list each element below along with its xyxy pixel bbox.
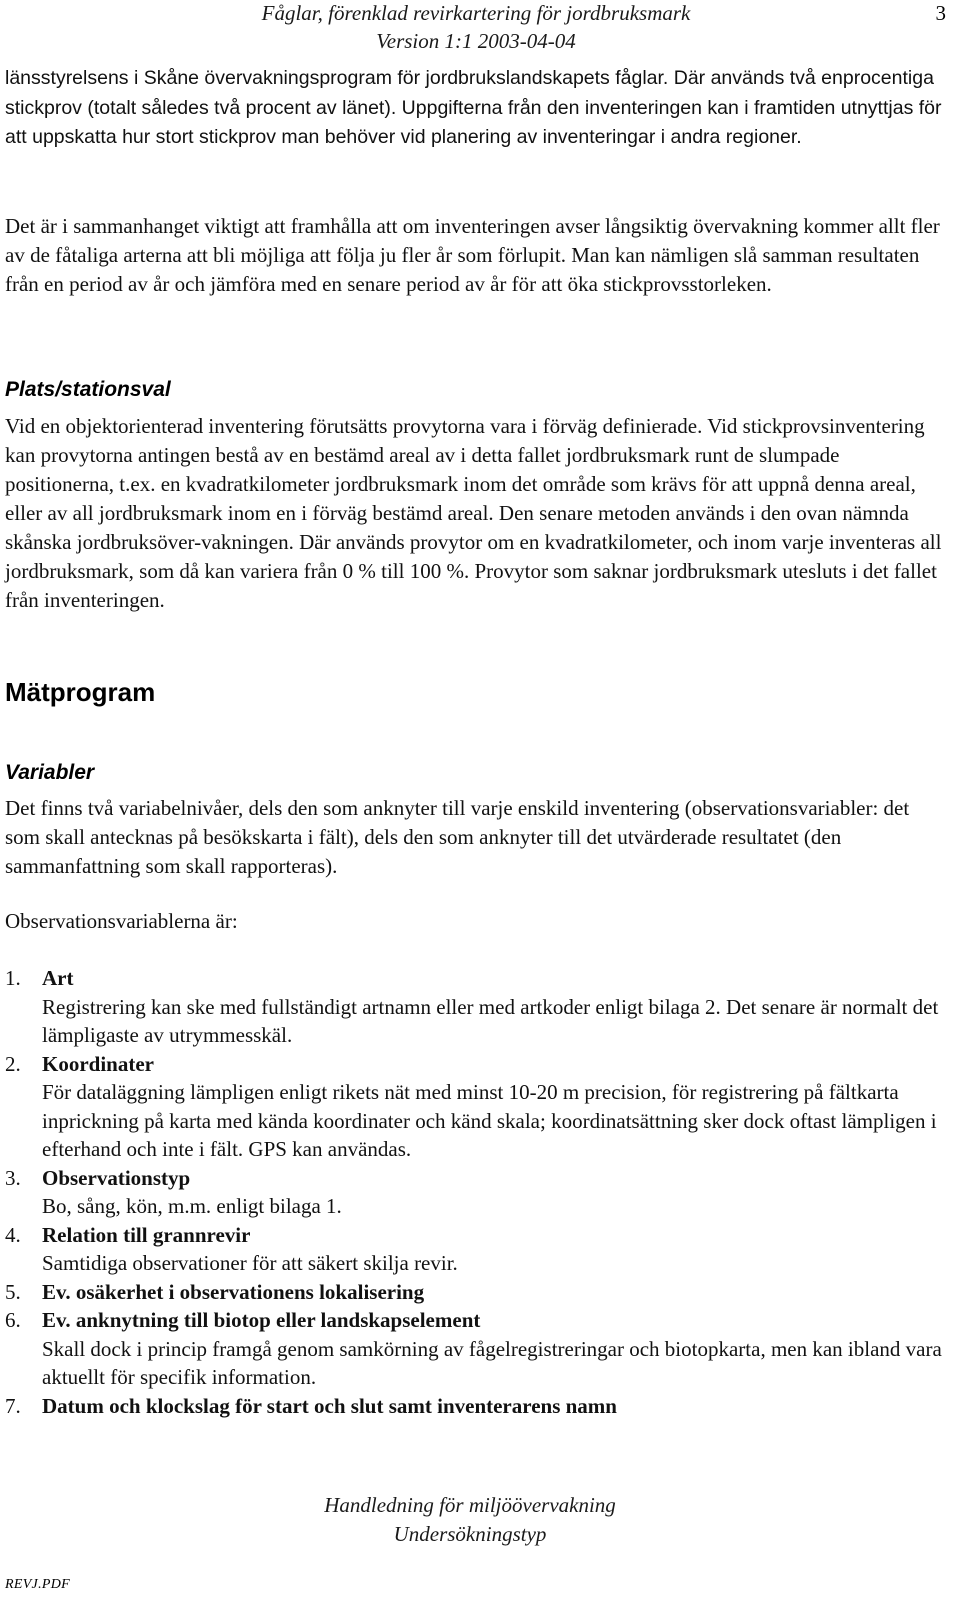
footer-subtitle: Undersökningstyp bbox=[393, 1522, 547, 1546]
list-item-number: 7. bbox=[5, 1393, 21, 1418]
list-item-number: 2. bbox=[5, 1051, 21, 1076]
document-version: Version 1:1 2003-04-04 bbox=[376, 29, 576, 53]
list-item-title: Ev. anknytning till biotop eller landskapselement bbox=[42, 1308, 481, 1332]
list-item bbox=[5, 964, 945, 1050]
list-item-title: Datum och klockslag för start och slut samt inventerarens namn bbox=[42, 1393, 617, 1418]
list-item bbox=[5, 1306, 945, 1392]
section-heading-variabler: Variabler bbox=[5, 761, 95, 784]
footer-filename: REVJ.PDF bbox=[5, 1577, 70, 1592]
list-item bbox=[5, 1050, 945, 1164]
list-item-title: Relation till grannrevir bbox=[42, 1222, 251, 1247]
list-item bbox=[5, 1164, 945, 1221]
list-item-description: För dataläggning lämpligen enligt rikets nät med minst 10-20 m precision, för registrering på fältkarta inprickning på karta med kända koordinater och känd skala; koordinatsättning sker dock oftast lämpligen i efterhand och inte i fält. GPS kan användas. bbox=[42, 1080, 937, 1161]
page-header bbox=[0, 0, 960, 60]
list-item-description: Registrering kan ske med fullständigt artnamn eller med artkoder enligt bilaga 2. Det senare är normalt det lämpligaste av utrymmesskäl. bbox=[42, 994, 939, 1047]
list-item-description: Samtidiga observationer för att säkert skilja revir. bbox=[42, 1251, 458, 1275]
list-item-title: Observationstyp bbox=[42, 1165, 191, 1190]
list-item bbox=[5, 1221, 945, 1278]
paragraph-long-term-monitoring: Det är i sammanhanget viktigt att framhålla att om inventeringen avser långsiktig övervakning kommer allt fler av de fåtaliga arterna att bli möjliga att följa ju fler år som förlupit. Man kan nämligen slå samman resultaten från en period av år och jämföra med en senare period av år för att öka stickprovsstorleken. bbox=[5, 214, 940, 296]
section-heading-plats: Plats/stationsval bbox=[5, 378, 171, 401]
observation-variables-list bbox=[5, 964, 945, 1420]
document-title: Fåglar, förenklad revirkartering för jordbruksmark bbox=[261, 1, 691, 25]
list-item-number: 3. bbox=[5, 1165, 21, 1190]
section-heading-matprogram: Mätprogram bbox=[5, 677, 156, 707]
list-item-number: 4. bbox=[5, 1222, 21, 1247]
list-item-title: Ev. osäkerhet i observationens lokalisering bbox=[42, 1279, 425, 1304]
list-item-title: Art bbox=[42, 966, 74, 990]
list-item-title: Koordinater bbox=[42, 1051, 154, 1076]
list-item bbox=[5, 1392, 945, 1421]
list-item-number: 6. bbox=[5, 1308, 21, 1332]
list-item-number: 1. bbox=[5, 966, 21, 990]
section-body-plats: Vid en objektorienterad inventering förutsätts provytorna vara i förväg definierade. Vid stickprovsinventering kan provytorna antingen bestå av en bestämd areal av i detta fallet jordbruksmark runt de slumpade positionerna, t.ex. en kvadratkilometer jordbruksmark inom det område som krävs för att uppnå denna areal, eller av all jordbruksmark inom en i förväg bestämd areal. Den senare metoden används i den ovan nämnda skånska jordbruksöver-vakningen. Där används provytor om en kvadratkilometer, och inom varje inventeras all jordbruksmark, som då kan variera från 0 % till 100 %. Provytor som saknar jordbruksmark utesluts i det fallet från inventeringen. bbox=[5, 414, 942, 612]
list-item-description: Bo, sång, kön, m.m. enligt bilaga 1. bbox=[42, 1194, 342, 1218]
list-item-number: 5. bbox=[5, 1279, 21, 1304]
section-body-variabler: Det finns två variabelnivåer, dels den som anknyter till varje enskild inventering (observationsvariabler: det som skall antecknas på besökskarta i fält), dels den som anknyter till det utvärderade resultatet (den sammanfattning som skall rapporteras). bbox=[5, 796, 910, 878]
list-item bbox=[5, 1278, 945, 1307]
list-intro: Observationsvariablerna är: bbox=[5, 909, 238, 933]
footer-handbook: Handledning för miljöövervakning bbox=[324, 1493, 616, 1517]
page-number: 3 bbox=[935, 1, 946, 25]
intro-paragraph: länsstyrelsens i Skåne övervakningsprogram för jordbrukslandskapets fåglar. Där används två enprocentiga stickprov (totalt således två procent av länet). Uppgifterna från den inventeringen kan i framtiden utnyttjas för att uppskatta hur stort stickprov man behöver vid planering av inventeringar i andra regioner. bbox=[5, 67, 942, 148]
list-item-description: Skall dock i princip framgå genom samkörning av fågelregistreringar och biotopkarta, men kan ibland vara aktuellt för specifik information. bbox=[42, 1336, 942, 1389]
